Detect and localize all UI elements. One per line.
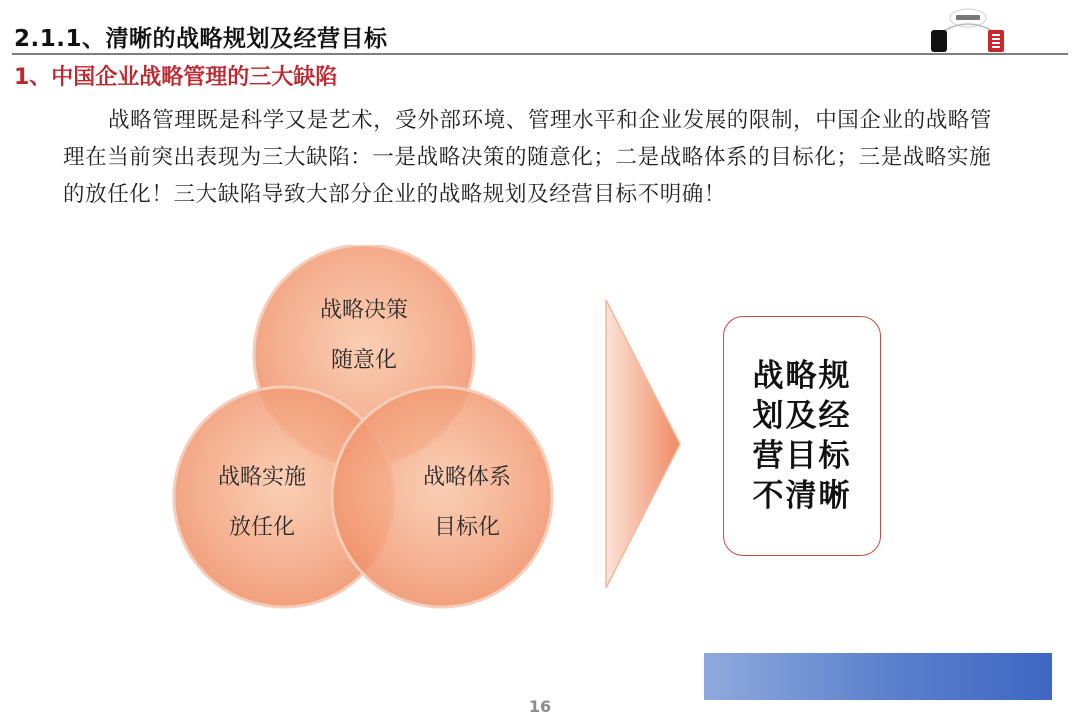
chevron-arrow-icon [600,296,690,592]
result-box [723,316,881,556]
result-text: 战略规划及经营目标不清晰 [752,358,852,514]
company-logo-icon [928,6,1008,54]
page-title: 2.1.1、清晰的战略规划及经营目标 [14,26,388,52]
venn-label-right-line2: 目标化 [433,515,500,540]
venn-label-right [392,467,542,539]
section-title: 1、中国企业战略管理的三大缺陷 [14,65,338,90]
venn-label-top [289,300,439,372]
venn-label-top-line1: 战略决策 [319,298,408,323]
venn-label-left [187,467,337,539]
header-divider [12,53,1068,55]
venn-diagram [170,245,570,615]
venn-label-left-line1: 战略实施 [217,465,306,490]
footer-blue-bar [704,653,1052,700]
body-paragraph: 战略管理既是科学又是艺术，受外部环境、管理水平和企业发展的限制，中国企业的战略管理在当前突出表现为三大缺陷：一是战略决策的随意化；二是战略体系的目标化；三是战略实施的放任化！三大缺陷导致大部分企业的战略规划及经营目标不明确！ [63,108,993,207]
venn-label-left-line2: 放任化 [228,515,295,540]
page-number: 16 [528,697,552,716]
venn-label-right-line1: 战略体系 [422,465,511,490]
venn-label-top-line2: 随意化 [330,348,397,373]
